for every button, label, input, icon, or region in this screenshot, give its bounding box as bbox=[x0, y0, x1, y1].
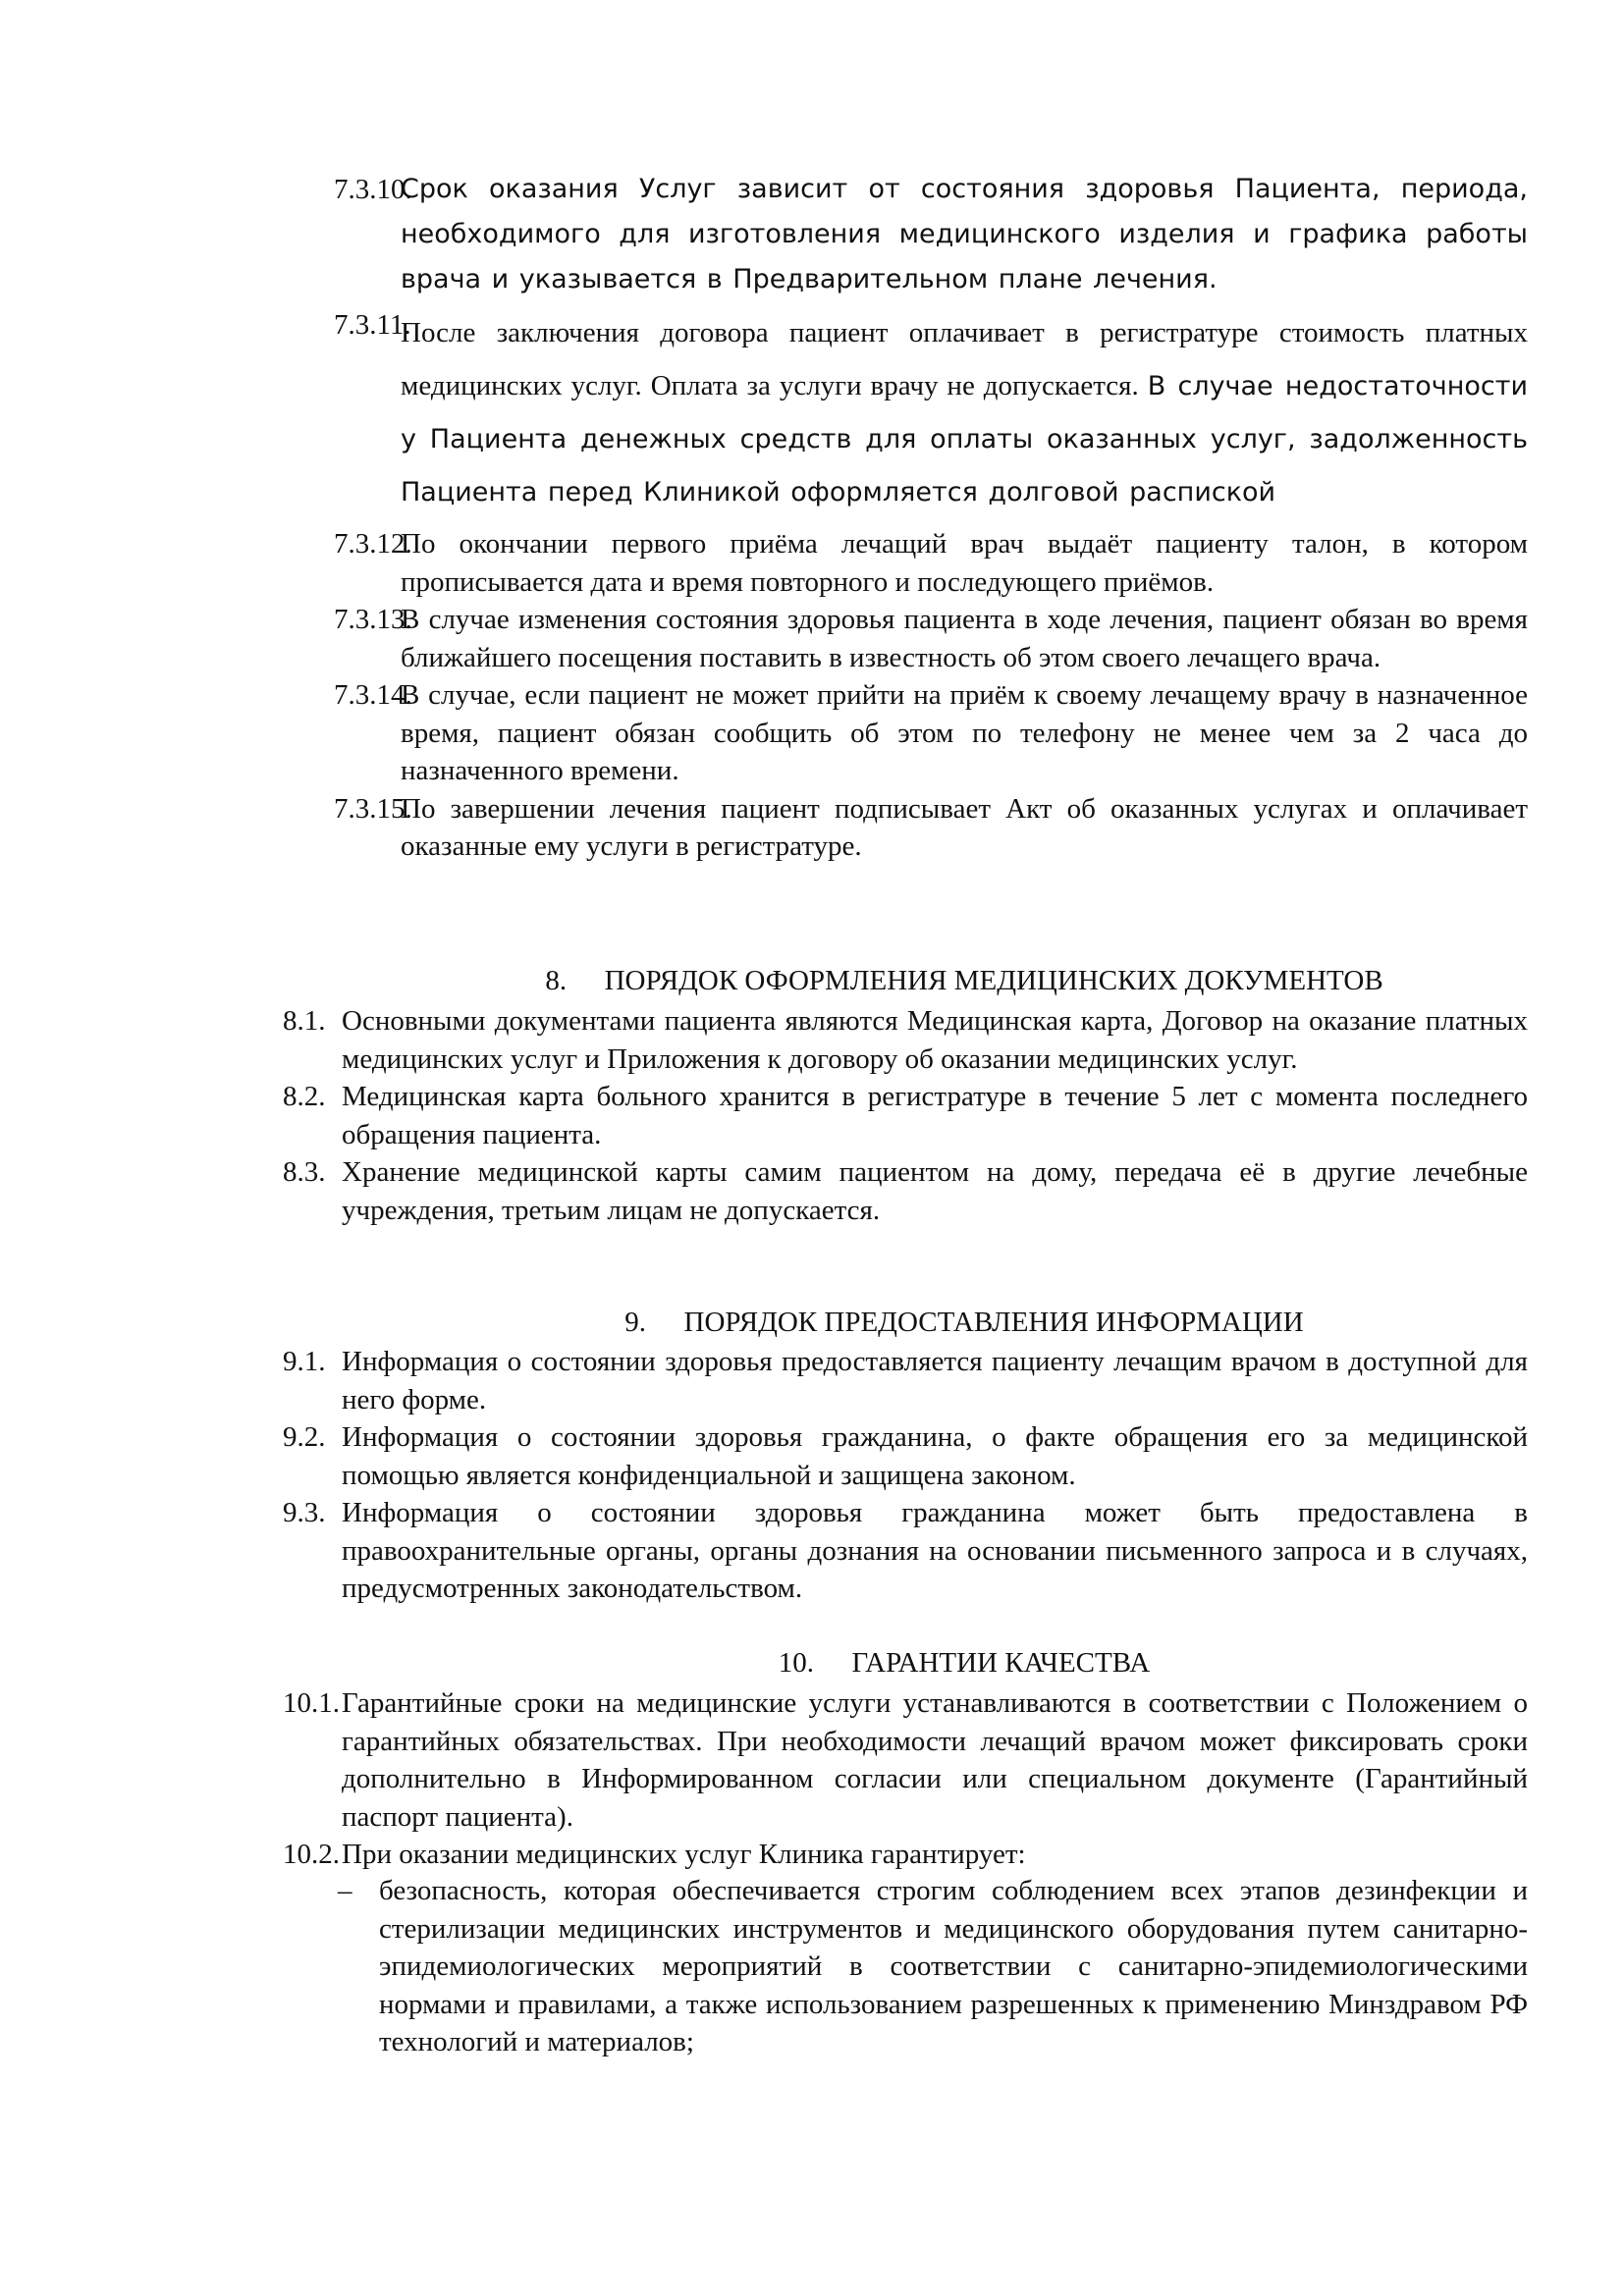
item-text: Информация о состоянии здоровья предоставляется пациенту лечащим врачом в доступной для него форме. bbox=[342, 1346, 1528, 1415]
bullet-dash-icon: – bbox=[338, 1875, 352, 1906]
item-text-emphasis: В случае недостаточности у Пациента денежных средств для оплаты оказанных услуг, задолженность Пациента перед Клиникой оформляется долговой распиской bbox=[401, 371, 1528, 507]
section-10-items bbox=[283, 1684, 1528, 1874]
bullet-item bbox=[338, 1872, 1528, 2061]
item-number: 9.3. bbox=[283, 1497, 326, 1528]
section-9-items bbox=[283, 1343, 1528, 1608]
heading-number: 9. bbox=[624, 1307, 647, 1338]
item-number: 7.3.13. bbox=[334, 604, 412, 635]
item-number: 7.3.14. bbox=[334, 679, 412, 711]
item-7-3-10 bbox=[334, 167, 1528, 302]
item-text: После заключения договора пациент оплачивает в регистратуре стоимость платных медицинских услуг. Оплата за услуги врачу не допускается. bbox=[401, 317, 1528, 401]
item-text: Медицинская карта больного хранится в регистратуре в течение 5 лет с момента последнего обращения пациента. bbox=[342, 1081, 1528, 1150]
bullet-text: безопасность, которая обеспечивается строгим соблюдением всех этапов дезинфекции и стерилизации медицинских инструментов и медицинского оборудования путем санитарно-эпидемиологических мероприятий в соответствии с санитарно-эпидемиологическими нормами и правилами, а также использованием разрешенных к применению Минздравом РФ технологий и материалов; bbox=[379, 1875, 1528, 2057]
item-text: В случае, если пациент не может прийти на приём к своему лечащему врачу в назначенное время, пациент обязан сообщить об этом по телефону не менее чем за 2 часа до назначенного времени. bbox=[401, 679, 1528, 786]
section-8-items bbox=[283, 1002, 1528, 1229]
item-8-3 bbox=[283, 1153, 1528, 1229]
item-text: В случае изменения состояния здоровья пациента в ходе лечения, пациент обязан во время ближайшего посещения поставить в известность об этом своего лечащего врача. bbox=[401, 604, 1528, 673]
section-9-heading bbox=[401, 1304, 1528, 1342]
section-10-bullets bbox=[338, 1872, 1528, 2061]
item-text: Срок оказания Услуг зависит от состояния здоровья Пациента, периода, необходимого для изготовления медицинского изделия и графика работы врача и указывается в Предварительном плане лечения. bbox=[401, 174, 1528, 294]
item-text: Хранение медицинской карты самим пациентом на дому, передача её в другие лечебные учреждения, третьим лицам не допускается. bbox=[342, 1156, 1528, 1226]
item-text: По завершении лечения пациент подписывает Акт об оказанных услугах и оплачивает оказанные ему услуги в регистратуре. bbox=[401, 792, 1528, 862]
item-10-1 bbox=[283, 1684, 1528, 1836]
item-number: 9.2. bbox=[283, 1421, 326, 1453]
item-text: При оказании медицинских услуг Клиника гарантирует: bbox=[342, 1839, 1026, 1870]
heading-title: ГАРАНТИИ КАЧЕСТВА bbox=[851, 1647, 1151, 1679]
item-9-3 bbox=[283, 1494, 1528, 1608]
item-number: 7.3.15. bbox=[334, 792, 412, 825]
item-number: 7.3.11. bbox=[334, 309, 411, 341]
item-7-3-13 bbox=[334, 601, 1528, 676]
item-number: 7.3.10. bbox=[334, 174, 412, 205]
item-number: 7.3.12. bbox=[334, 528, 412, 560]
item-text: По окончании первого приёма лечащий врач выдаёт пациенту талон, в котором прописывается дата и время повторного и последующего приёмов. bbox=[401, 528, 1528, 598]
item-text: Основными документами пациента являются Медицинская карта, Договор на оказание платных медицинских услуг и Приложения к договору об оказании медицинских услуг. bbox=[342, 1005, 1528, 1075]
item-7-3-14 bbox=[334, 676, 1528, 790]
heading-number: 10. bbox=[778, 1647, 815, 1679]
item-9-2 bbox=[283, 1418, 1528, 1494]
heading-number: 8. bbox=[545, 965, 568, 996]
heading-title: ПОРЯДОК ПРЕДОСТАВЛЕНИЯ ИНФОРМАЦИИ bbox=[683, 1307, 1304, 1338]
item-7-3-11 bbox=[334, 306, 1528, 519]
item-number: 8.1. bbox=[283, 1005, 326, 1037]
item-number: 8.2. bbox=[283, 1081, 326, 1112]
section-8-heading bbox=[401, 962, 1528, 1000]
item-text: Гарантийные сроки на медицинские услуги устанавливаются в соответствии с Положением о гарантийных обязательствах. При необходимости лечащий врачом может фиксировать сроки дополнительно в Информированном согласии или специальном документе (Гарантийный паспорт пациента). bbox=[342, 1687, 1528, 1833]
item-number: 8.3. bbox=[283, 1156, 326, 1188]
item-number: 10.1. bbox=[283, 1687, 340, 1719]
item-8-1 bbox=[283, 1002, 1528, 1078]
item-text: Информация о состоянии здоровья гражданина, о факте обращения его за медицинской помощью является конфиденциальной и защищена законом. bbox=[342, 1421, 1528, 1491]
section-7-items bbox=[334, 167, 1528, 866]
heading-title: ПОРЯДОК ОФОРМЛЕНИЯ МЕДИЦИНСКИХ ДОКУМЕНТОВ bbox=[604, 965, 1383, 996]
item-7-3-15 bbox=[334, 790, 1528, 866]
item-8-2 bbox=[283, 1078, 1528, 1153]
section-10-heading bbox=[401, 1644, 1528, 1682]
item-10-2 bbox=[283, 1836, 1528, 1874]
item-9-1 bbox=[283, 1343, 1528, 1418]
item-7-3-12 bbox=[334, 525, 1528, 601]
item-text: Информация о состоянии здоровья гражданина может быть предоставлена в правоохранительные органы, органы дознания на основании письменного запроса и в случаях, предусмотренных законодательством. bbox=[342, 1497, 1528, 1604]
item-number: 9.1. bbox=[283, 1346, 326, 1377]
item-number: 10.2. bbox=[283, 1839, 340, 1870]
